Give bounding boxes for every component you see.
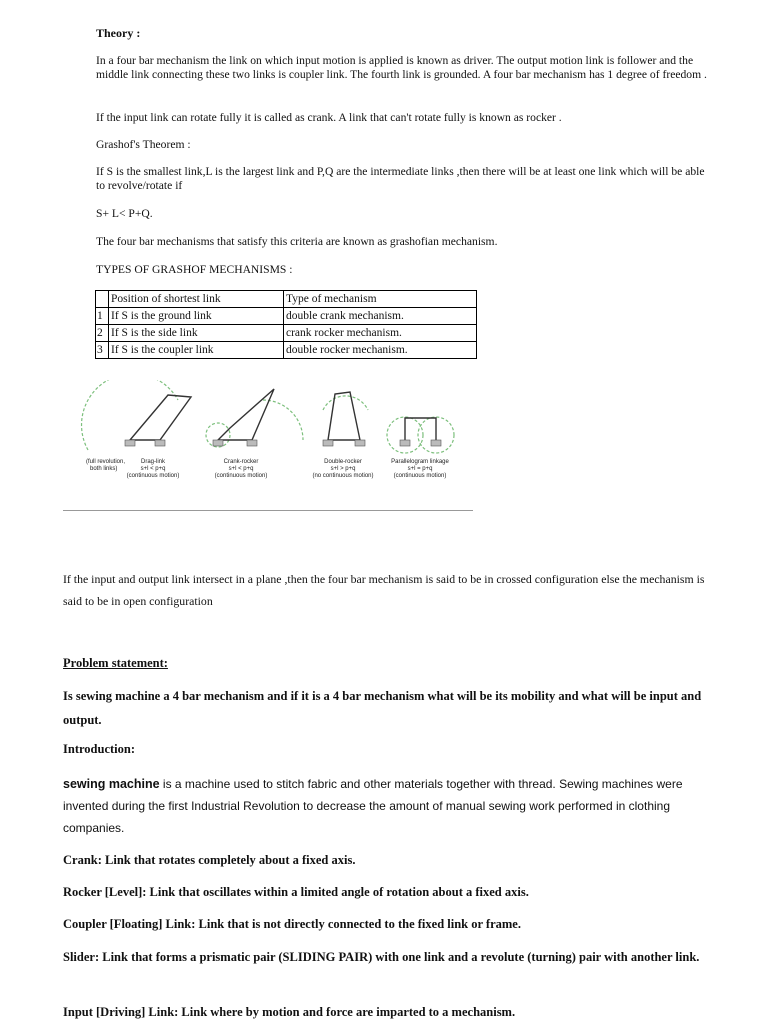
grashof-types-table bbox=[95, 290, 477, 359]
ground-support-3 bbox=[213, 440, 223, 446]
table-header-cell: Type of mechanism bbox=[284, 291, 477, 308]
table-header-cell: Position of shortest link bbox=[109, 291, 284, 308]
table-row bbox=[96, 308, 477, 325]
sewing-machine-term: sewing machine bbox=[63, 777, 160, 791]
table-cell: crank rocker mechanism. bbox=[284, 325, 477, 342]
crank-rocker-linkage bbox=[218, 389, 274, 440]
crossed-configuration-paragraph: If the input and output link intersect in a plane ,then the four bar mechanism is said to be in crossed configuration else the mechanism is said to be in open configuration bbox=[63, 572, 705, 608]
caption-title: Drag-link bbox=[140, 459, 166, 465]
problem-statement-body: Is sewing machine a 4 bar mechanism and if it is a 4 bar mechanism what will be its mobility and what will be input and output. bbox=[63, 689, 702, 727]
grashof-condition: S+ L< P+Q. bbox=[96, 207, 153, 220]
double-rocker-linkage bbox=[328, 392, 360, 440]
table-cell: If S is the coupler link bbox=[109, 342, 284, 359]
introduction-body bbox=[63, 773, 723, 839]
table-cell: 2 bbox=[96, 325, 109, 342]
input-link-definition: Input [Driving] Link: Link where by motion and force are imparted to a mechanism. bbox=[63, 1005, 516, 1019]
theory-heading: Theory : bbox=[96, 26, 141, 40]
ground-support-1 bbox=[125, 440, 135, 446]
figure-side-note-2: both links) bbox=[90, 466, 118, 472]
types-heading: TYPES OF GRASHOF MECHANISMS : bbox=[96, 263, 293, 276]
caption-formula: s+l < p+q bbox=[228, 466, 254, 472]
drag-link-linkage bbox=[130, 395, 191, 440]
grashof-statement-paragraph: If S is the smallest link,L is the largest link and P,Q are the intermediate links ,then there will be at least one link which will be able to revolve/rotate if bbox=[96, 165, 705, 192]
table-cell: If S is the ground link bbox=[109, 308, 284, 325]
caption-note: (continuous motion) bbox=[214, 473, 268, 479]
coupler-definition: Coupler [Floating] Link: Link that is not directly connected to the fixed link or frame. bbox=[63, 917, 521, 931]
caption-note: (continuous motion) bbox=[393, 473, 447, 479]
table-cell: 1 bbox=[96, 308, 109, 325]
parallelogram-linkage bbox=[405, 418, 436, 440]
figure-side-note-1: (full revolution, bbox=[86, 459, 126, 465]
crank-rocker-rocker-arc bbox=[263, 400, 303, 440]
table-cell: double rocker mechanism. bbox=[284, 342, 477, 359]
caption-formula: s+l = p+q bbox=[407, 466, 433, 472]
slider-definition: Slider: Link that forms a prismatic pair (SLIDING PAIR) with one link and a revolute (turning) pair with another link. bbox=[63, 950, 700, 964]
rocker-definition: Rocker [Level]: Link that oscillates within a limited angle of rotation about a fixed axis. bbox=[63, 885, 529, 899]
caption-title: Crank-rocker bbox=[223, 459, 259, 465]
ground-support-4 bbox=[247, 440, 257, 446]
ground-support-8 bbox=[431, 440, 441, 446]
ground-support-6 bbox=[355, 440, 365, 446]
problem-statement-heading: Problem statement: bbox=[63, 656, 168, 670]
table-header-row bbox=[96, 291, 477, 308]
divider bbox=[63, 510, 473, 511]
caption-title: Parallelogram linkage bbox=[391, 459, 449, 465]
caption-formula: s+l > p+q bbox=[330, 466, 356, 472]
four-bar-linkage-figure bbox=[78, 380, 464, 490]
grashofian-paragraph: The four bar mechanisms that satisfy this criteria are known as grashofian mechanism. bbox=[96, 235, 498, 248]
crank-rocker-paragraph: If the input link can rotate fully it is called as crank. A link that can't rotate fully is known as rocker . bbox=[96, 111, 562, 124]
grashof-theorem-label: Grashof's Theorem : bbox=[96, 138, 191, 151]
ground-support-2 bbox=[155, 440, 165, 446]
ground-support-5 bbox=[323, 440, 333, 446]
ground-support-7 bbox=[400, 440, 410, 446]
table-cell: double crank mechanism. bbox=[284, 308, 477, 325]
table-cell: 3 bbox=[96, 342, 109, 359]
introduction-text: is a machine used to stitch fabric and other materials together with thread. Sewing machines were invented during the first Industrial Revolution to decrease the amount of manual sewing work performed in clothing companies. bbox=[63, 777, 683, 835]
double-rocker-arc bbox=[323, 396, 368, 410]
table-row bbox=[96, 325, 477, 342]
table-cell: If S is the side link bbox=[109, 325, 284, 342]
caption-title: Double-rocker bbox=[324, 459, 362, 465]
table-row bbox=[96, 342, 477, 359]
caption-note: (continuous motion) bbox=[126, 473, 180, 479]
crank-definition: Crank: Link that rotates completely about a fixed axis. bbox=[63, 853, 356, 867]
introduction-heading: Introduction: bbox=[63, 742, 136, 756]
caption-note: (no continuous motion) bbox=[312, 473, 374, 479]
caption-formula: s+l < p+q bbox=[140, 466, 166, 472]
table-header-cell bbox=[96, 291, 109, 308]
four-bar-definition-paragraph: In a four bar mechanism the link on which input motion is applied is known as driver. The output motion link is follower and the middle link connecting these two links is coupler link. The fourth link is grounded. A four bar mechanism has 1 degree of freedom . bbox=[96, 54, 707, 81]
